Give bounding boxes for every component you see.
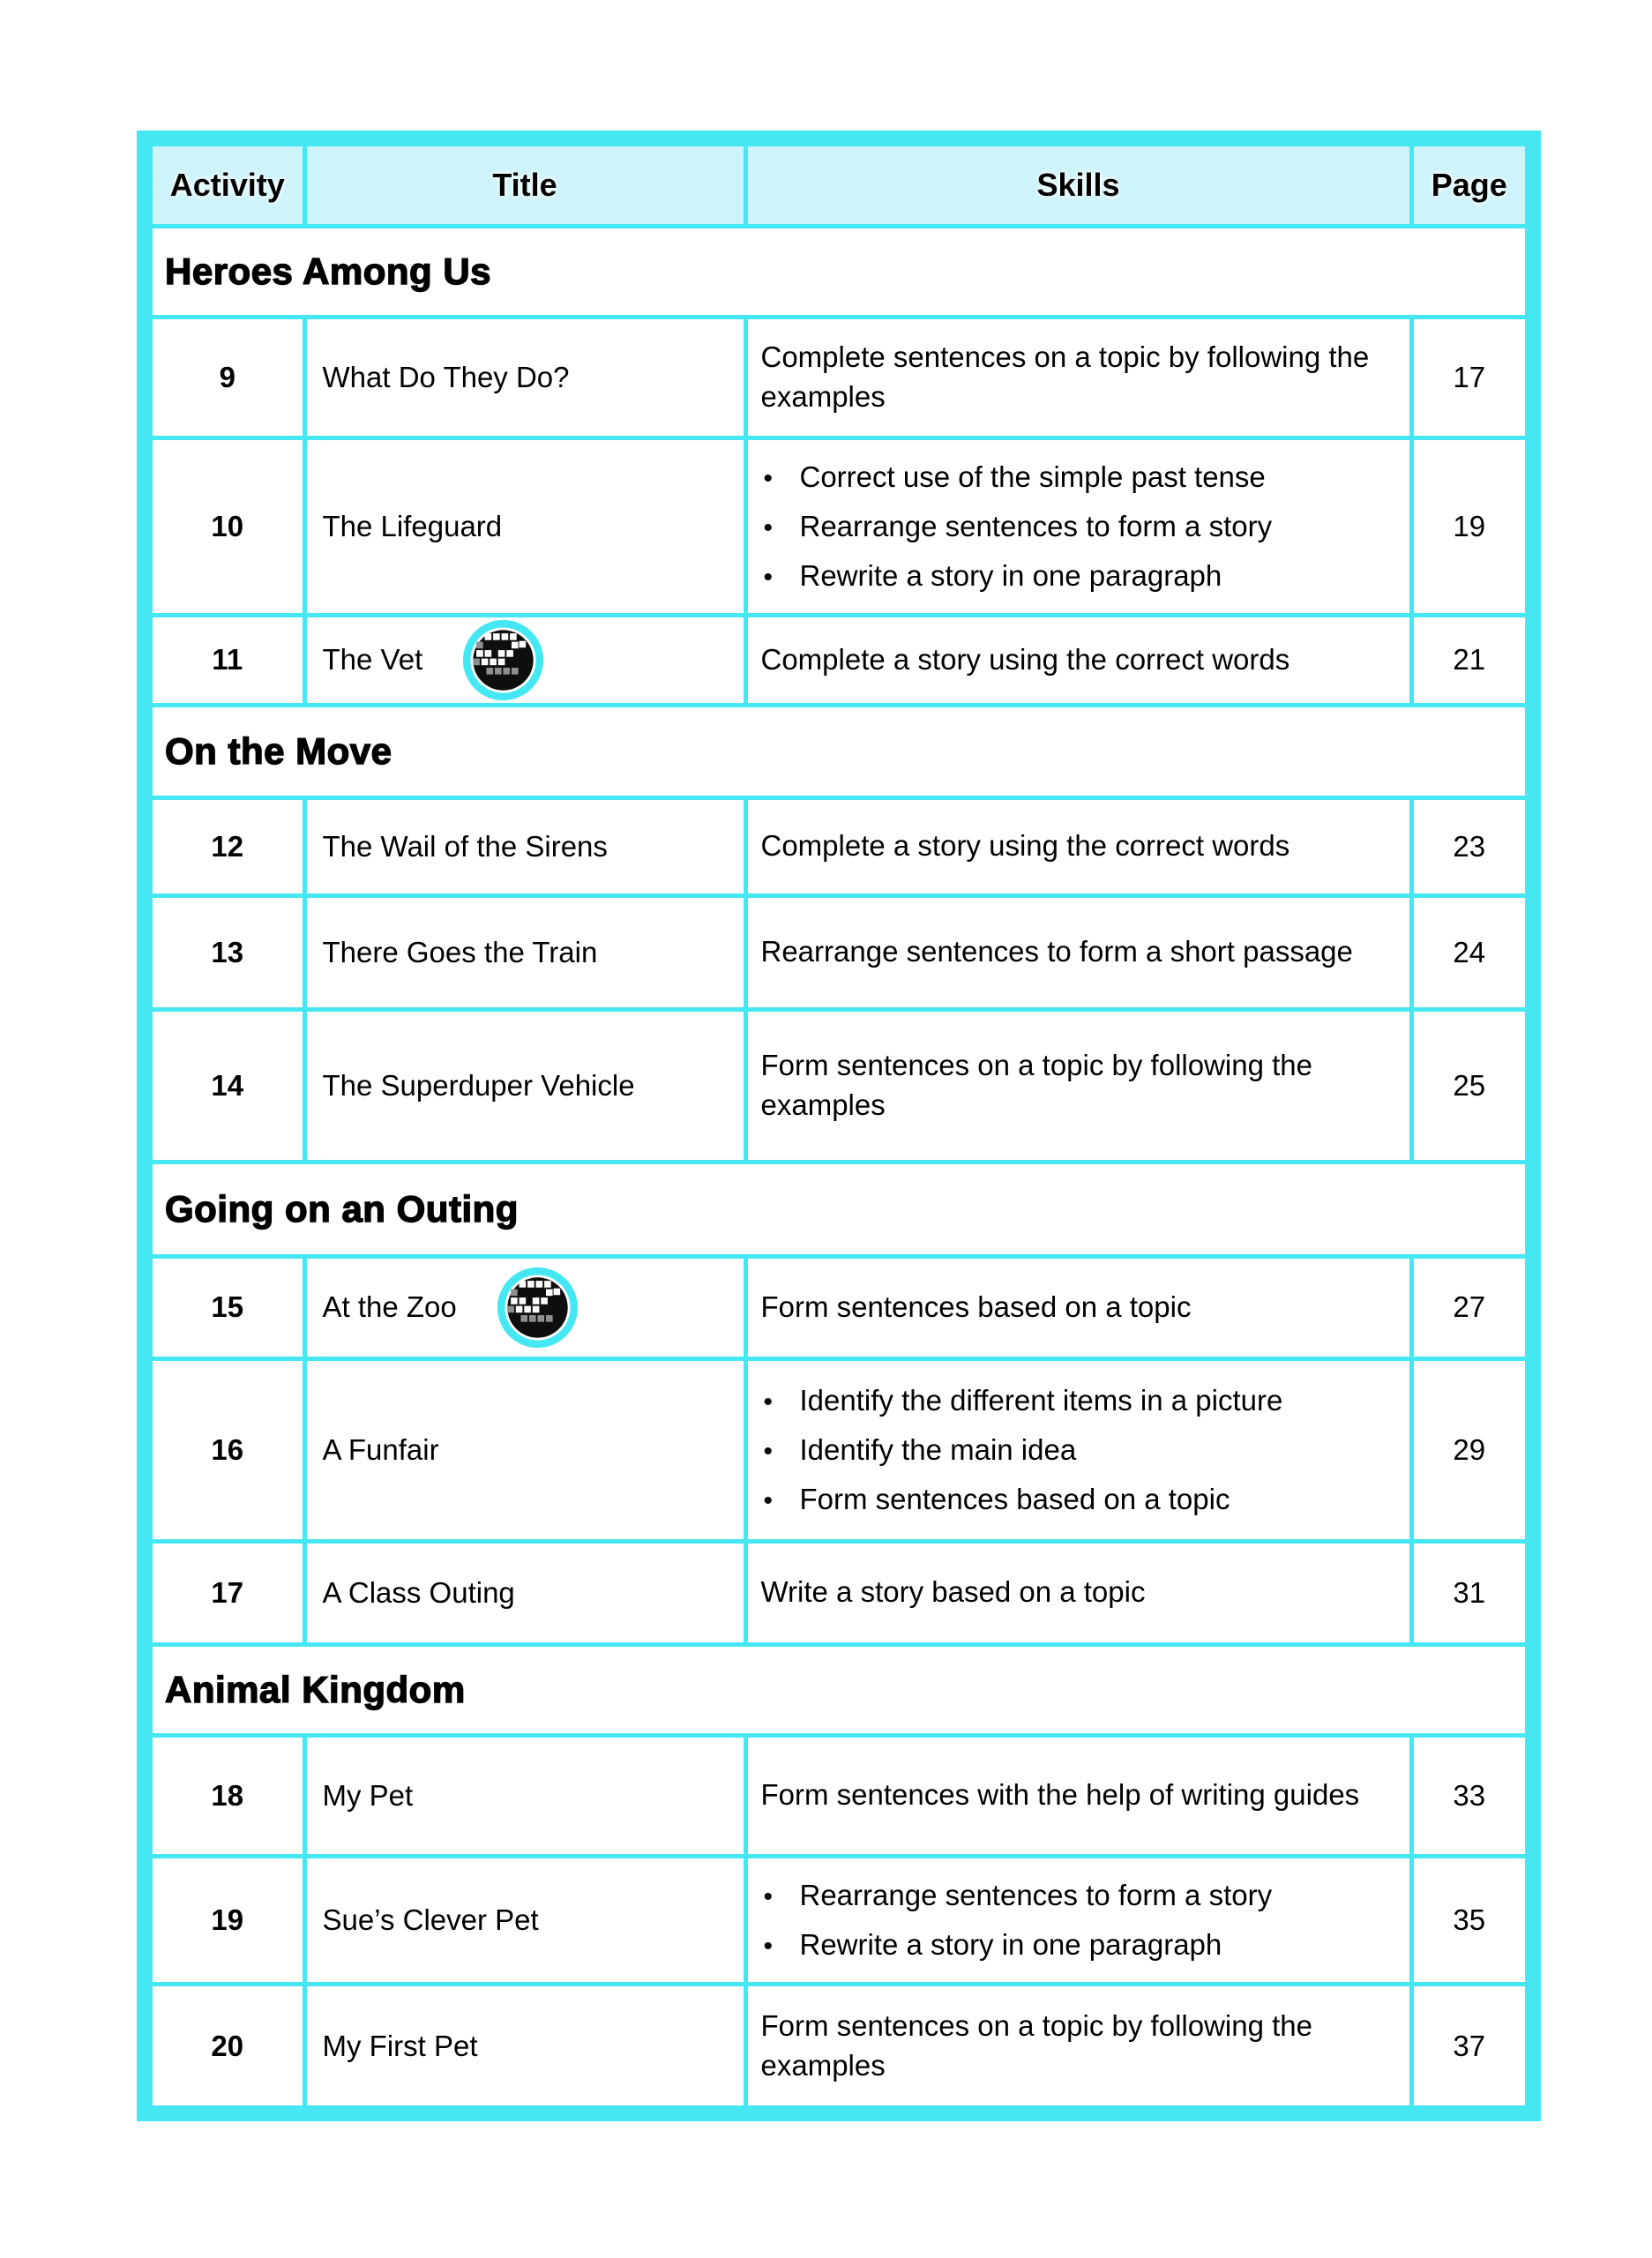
- skills-cell: [745, 1009, 1411, 1162]
- contents-table-frame: [137, 131, 1541, 2121]
- page-cell: 25: [1411, 1009, 1525, 1162]
- activity-cell: 16: [153, 1358, 304, 1541]
- bullet-icon: •: [763, 1387, 774, 1417]
- activity-cell: 13: [153, 895, 304, 1009]
- skill-text: Rewrite a story in one paragraph: [799, 1927, 1222, 1961]
- skill-text: Rewrite a story in one paragraph: [799, 558, 1222, 592]
- skills-cell: [745, 317, 1411, 437]
- header-row: [153, 146, 1525, 226]
- skill-text: Identify the different items in a picture: [799, 1383, 1283, 1417]
- activity-title: The Vet: [322, 643, 423, 677]
- skill-text: Complete a story using the correct words: [760, 829, 1290, 863]
- title-cell: [304, 1009, 745, 1162]
- skills-cell: [745, 615, 1411, 705]
- title-cell: [304, 437, 745, 615]
- title-cell: [304, 1735, 745, 1856]
- bullet-icon: •: [763, 512, 774, 542]
- page-cell: 33: [1411, 1735, 1525, 1856]
- page-cell: 17: [1411, 317, 1525, 437]
- table-row: [153, 1541, 1525, 1644]
- activity-cell: 10: [153, 437, 304, 615]
- activity-cell: 19: [153, 1856, 304, 1984]
- table-row: [153, 317, 1525, 437]
- skill-text: Complete a story using the correct words: [760, 642, 1290, 676]
- section-title: On the Move: [153, 705, 1525, 797]
- skills-cell: [745, 437, 1411, 615]
- title-cell: [304, 1541, 745, 1644]
- skills-cell: [745, 1735, 1411, 1856]
- title-cell: [304, 1256, 745, 1358]
- table-row: [153, 615, 1525, 705]
- page-cell: 23: [1411, 797, 1525, 895]
- skill-text: Identify the main idea: [799, 1432, 1077, 1466]
- title-cell: [304, 1358, 745, 1541]
- table-row: [153, 1358, 1525, 1541]
- skill-text: Form sentences on a topic by following the examples: [760, 2008, 1313, 2082]
- title-cell: [304, 895, 745, 1009]
- title-cell: [304, 1856, 745, 1984]
- bullet-icon: •: [763, 463, 774, 493]
- activity-cell: 20: [153, 1984, 304, 2105]
- section-row: [153, 705, 1525, 797]
- activity-cell: 15: [153, 1256, 304, 1358]
- page-cell: 21: [1411, 615, 1525, 705]
- activity-title: My First Pet: [322, 2029, 478, 2062]
- page-cell: 19: [1411, 437, 1525, 615]
- skills-cell: [745, 797, 1411, 895]
- contents-table: [153, 146, 1525, 2105]
- table-row: [153, 797, 1525, 895]
- table-row: [153, 437, 1525, 615]
- table-row: [153, 1984, 1525, 2105]
- skills-cell: [745, 895, 1411, 1009]
- puzzle-badge-icon: [496, 1266, 579, 1350]
- page-cell: 31: [1411, 1541, 1525, 1644]
- title-cell: [304, 317, 745, 437]
- skills-cell: [745, 1984, 1411, 2105]
- skill-text: Complete sentences on a topic by following the examples: [760, 340, 1370, 413]
- page-cell: 29: [1411, 1358, 1525, 1541]
- activity-title: The Wail of the Sirens: [322, 829, 608, 863]
- skills-cell: [745, 1541, 1411, 1644]
- page-cell: 27: [1411, 1256, 1525, 1358]
- activity-title: A Class Outing: [322, 1575, 515, 1609]
- column-header-title: Title: [304, 146, 745, 226]
- table-row: [153, 1256, 1525, 1358]
- skill-text: Form sentences based on a topic: [799, 1482, 1230, 1515]
- activity-title: At the Zoo: [322, 1290, 457, 1324]
- bullet-icon: •: [763, 1485, 774, 1515]
- table-row: [153, 1856, 1525, 1984]
- table-row: [153, 1009, 1525, 1162]
- activity-title: A Funfair: [322, 1432, 439, 1466]
- section-title: Heroes Among Us: [153, 226, 1525, 317]
- section-title: Going on an Outing: [153, 1162, 1525, 1256]
- title-cell: [304, 1984, 745, 2105]
- activity-cell: 12: [153, 797, 304, 895]
- title-cell: [304, 797, 745, 895]
- page-cell: 37: [1411, 1984, 1525, 2105]
- skill-text: Rearrange sentences to form a story: [799, 1878, 1273, 1911]
- bullet-icon: •: [763, 1881, 774, 1911]
- column-header-activity: Activity: [153, 146, 304, 226]
- skill-text: Form sentences with the help of writing guides: [760, 1778, 1360, 1812]
- skill-text: Form sentences based on a topic: [760, 1290, 1192, 1323]
- bullet-icon: •: [763, 562, 774, 592]
- activity-cell: 14: [153, 1009, 304, 1162]
- skill-text: Correct use of the simple past tense: [799, 460, 1266, 493]
- skill-text: Rearrange sentences to form a short passage: [760, 935, 1353, 968]
- activity-title: The Superduper Vehicle: [322, 1068, 635, 1102]
- activity-title: What Do They Do?: [322, 360, 570, 393]
- activity-cell: 18: [153, 1735, 304, 1856]
- page-cell: 35: [1411, 1856, 1525, 1984]
- activity-title: Sue’s Clever Pet: [322, 1903, 539, 1936]
- section-title: Animal Kingdom: [153, 1644, 1525, 1735]
- activity-title: My Pet: [322, 1778, 414, 1812]
- section-row: [153, 1162, 1525, 1256]
- skill-text: Write a story based on a topic: [760, 1575, 1146, 1609]
- activity-cell: 17: [153, 1541, 304, 1644]
- column-header-skills: Skills: [745, 146, 1411, 226]
- skills-cell: [745, 1358, 1411, 1541]
- activity-cell: 11: [153, 615, 304, 705]
- activity-title: There Goes the Train: [322, 935, 598, 968]
- skill-text: Rearrange sentences to form a story: [799, 509, 1273, 542]
- skills-cell: [745, 1256, 1411, 1358]
- section-row: [153, 226, 1525, 317]
- column-header-page: Page: [1411, 146, 1525, 226]
- table-row: [153, 895, 1525, 1009]
- skill-text: Form sentences on a topic by following the examples: [760, 1048, 1313, 1121]
- activity-cell: 9: [153, 317, 304, 437]
- table-row: [153, 1735, 1525, 1856]
- skills-cell: [745, 1856, 1411, 1984]
- section-row: [153, 1644, 1525, 1735]
- title-cell: [304, 615, 745, 705]
- activity-title: The Lifeguard: [322, 509, 503, 542]
- page-cell: 24: [1411, 895, 1525, 1009]
- bullet-icon: •: [763, 1436, 774, 1466]
- bullet-icon: •: [763, 1931, 774, 1961]
- puzzle-badge-icon: [461, 618, 545, 702]
